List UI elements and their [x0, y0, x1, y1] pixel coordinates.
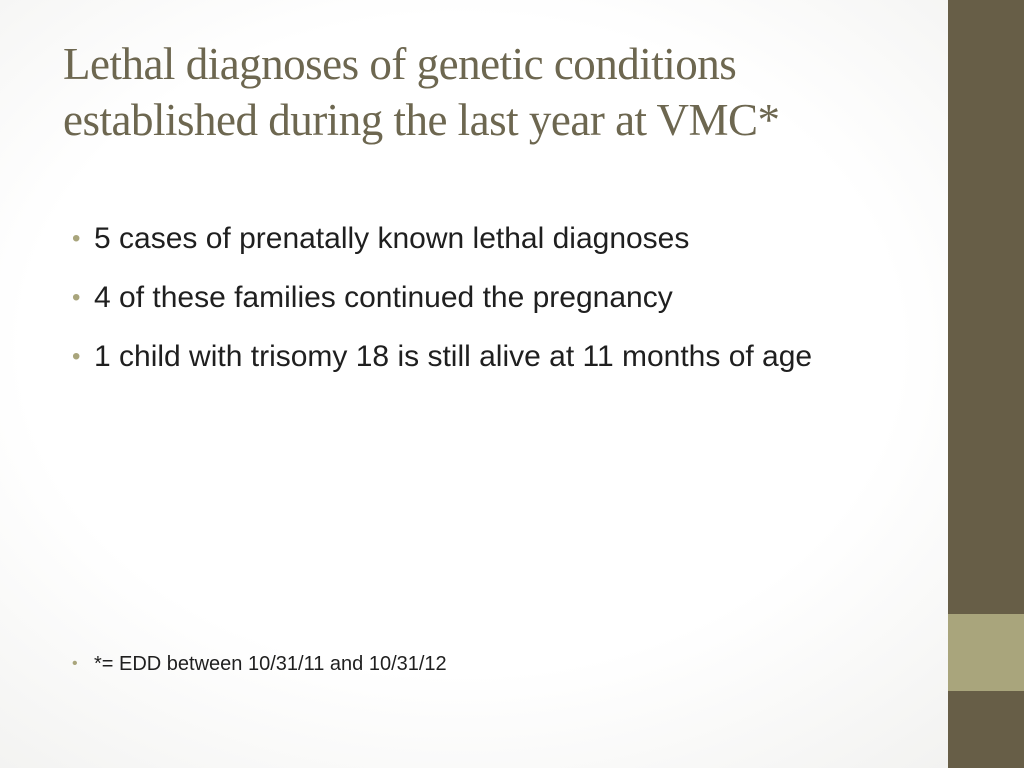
side-decoration-accent — [948, 614, 1024, 691]
bullet-text: 5 cases of prenatally known lethal diagnoses — [94, 222, 690, 255]
bullet-item — [72, 277, 892, 319]
footnote-item — [72, 650, 772, 678]
footnote-text: *= EDD between 10/31/11 and 10/31/12 — [94, 653, 447, 675]
bullet-text: 4 of these families continued the pregnancy — [94, 281, 673, 314]
bullet-list — [72, 218, 892, 395]
bullet-dot-icon: • — [72, 284, 81, 311]
bullet-text: 1 child with trisomy 18 is still alive at 11 months of age — [94, 340, 813, 373]
bullet-dot-icon: • — [72, 343, 81, 370]
bullet-item — [72, 336, 892, 378]
bullet-item — [72, 218, 892, 260]
slide-title-line-1: Lethal diagnoses of genetic conditions — [63, 39, 737, 89]
bullet-dot-icon: • — [72, 225, 81, 252]
side-decoration-bar — [948, 0, 1024, 768]
slide-title-line-2: established during the last year at VMC* — [63, 95, 780, 145]
footnote-list — [72, 650, 772, 678]
slide-title — [63, 36, 923, 148]
bullet-dot-icon: • — [72, 655, 78, 672]
